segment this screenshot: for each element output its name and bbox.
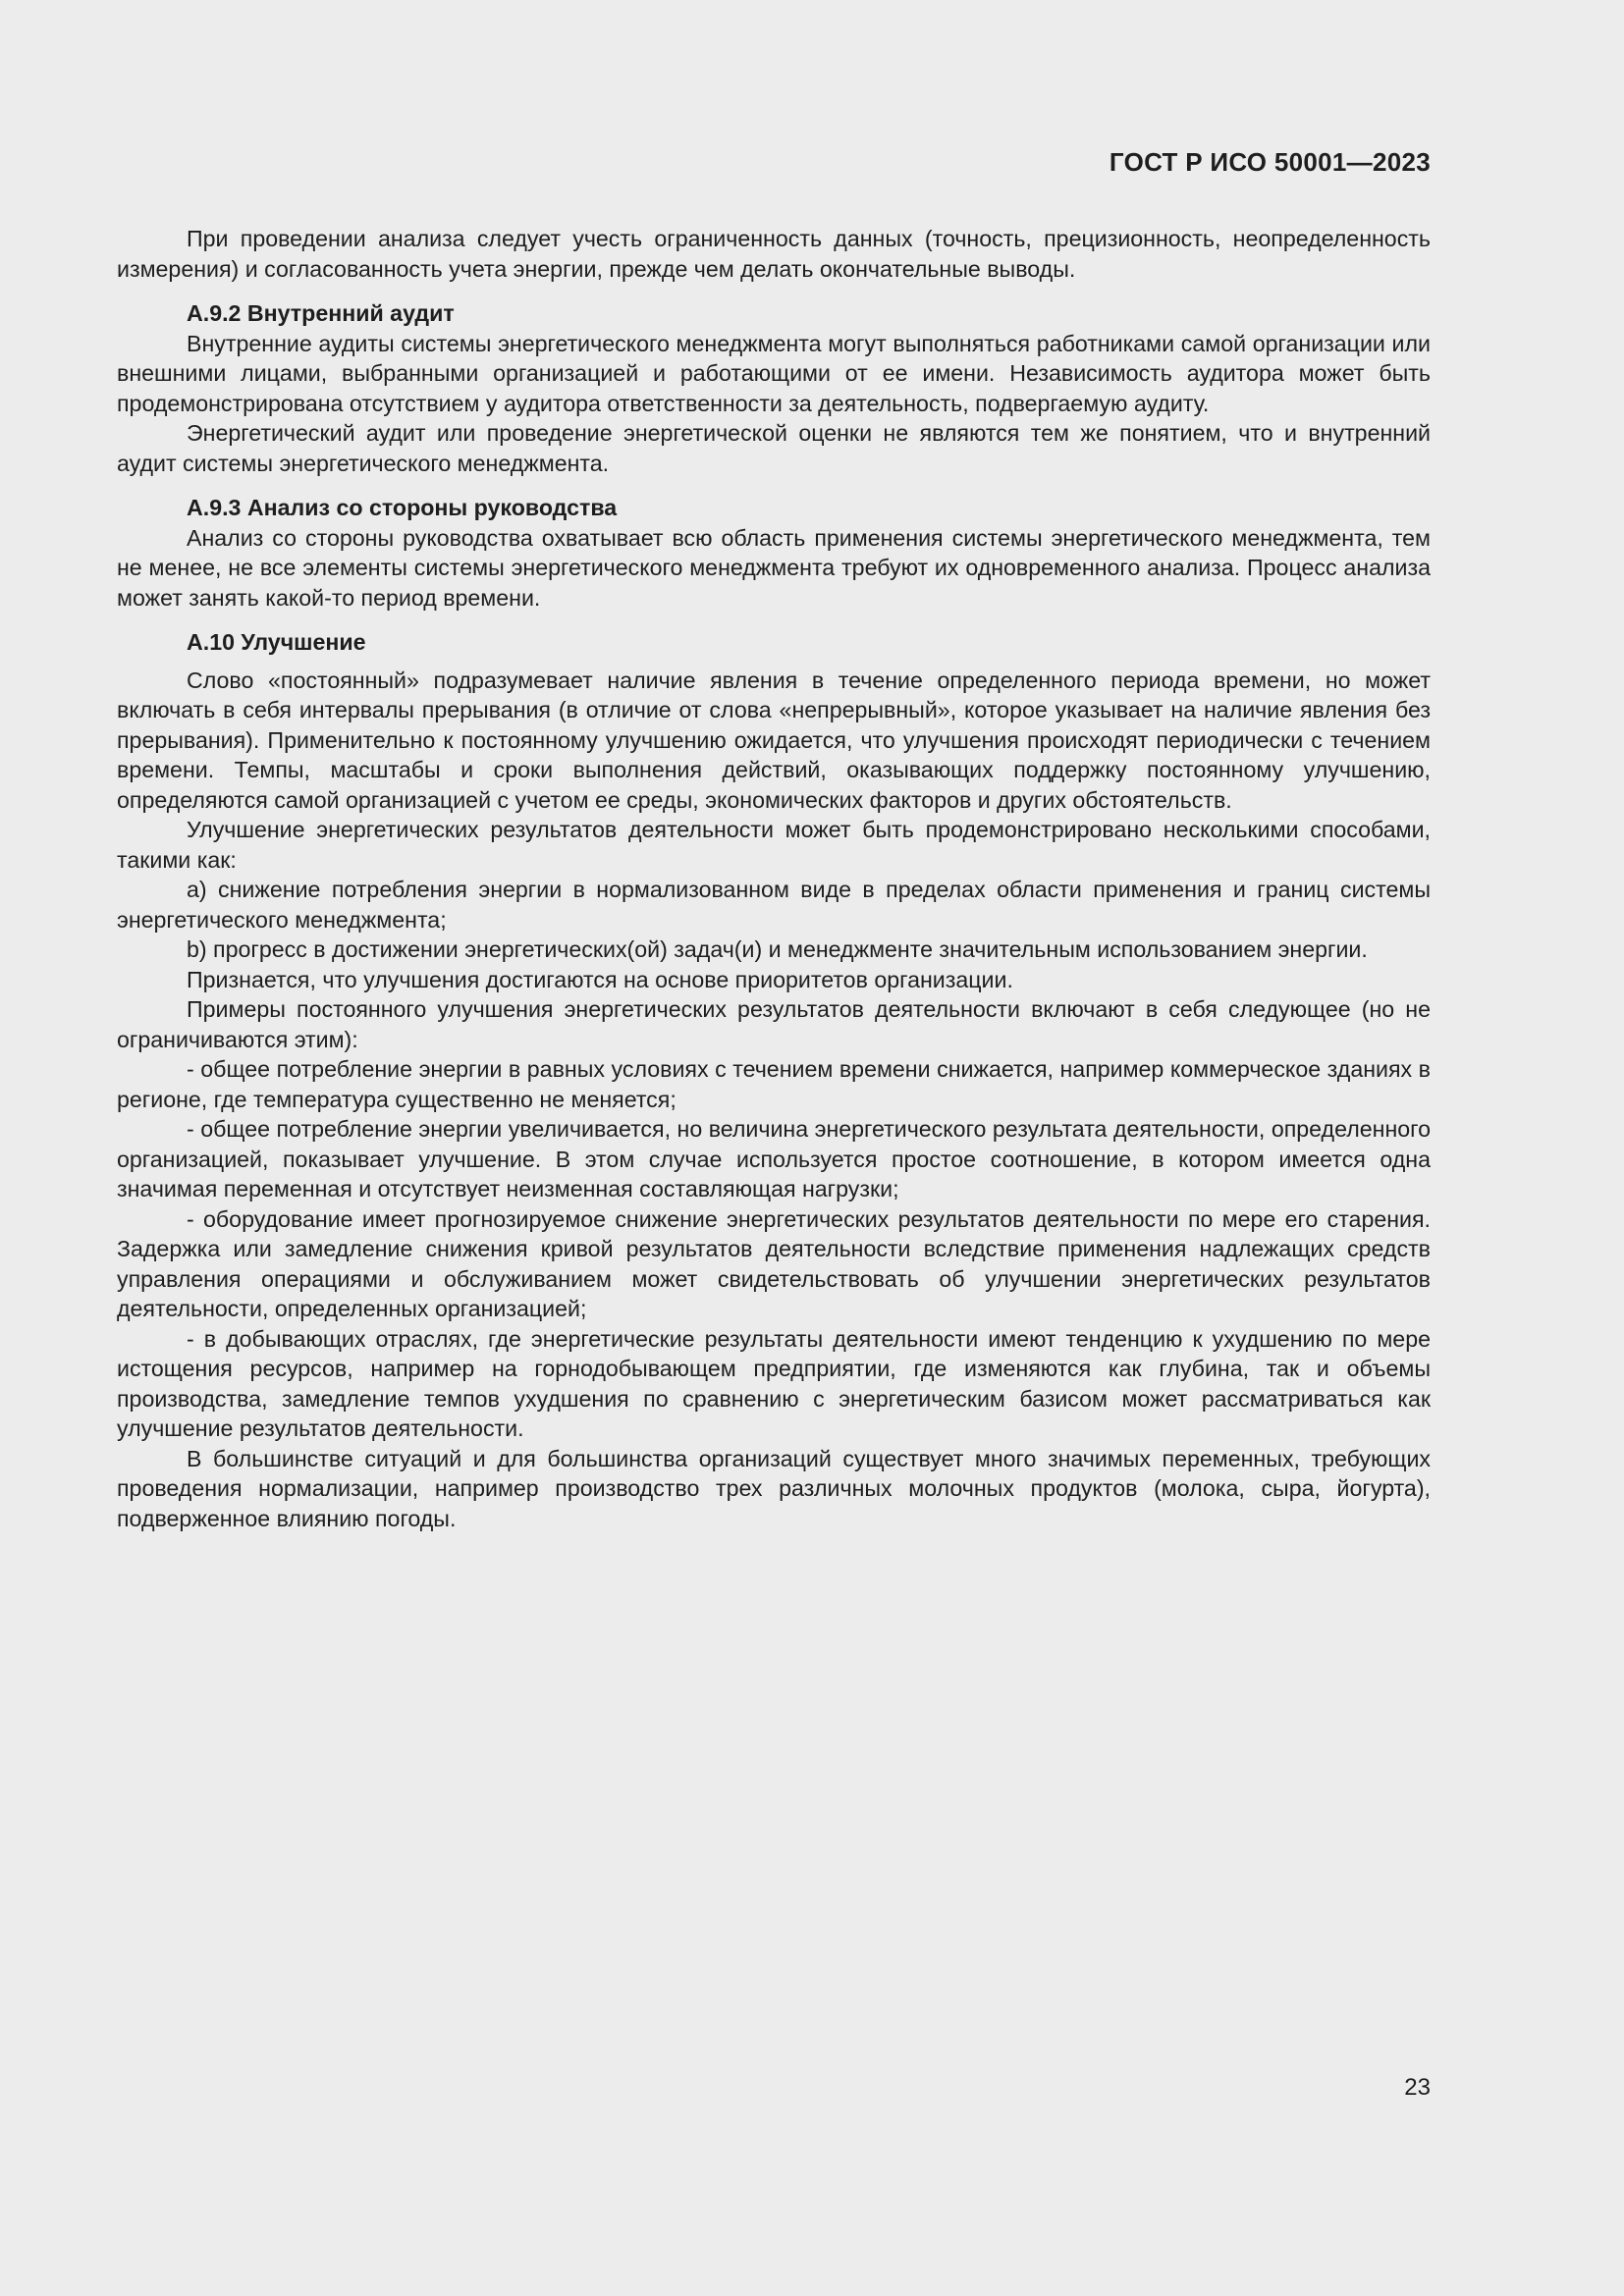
list-item: - общее потребление энергии в равных условиях с течением времени снижается, например коммерческое зданиях в регионе, где температура существенно не меняется; bbox=[117, 1056, 1431, 1112]
spacer bbox=[117, 284, 1431, 298]
paragraph: Энергетический аудит или проведение энергетической оценки не являются тем же понятием, что и внутренний аудит системы энергетического менеджмента. bbox=[117, 420, 1431, 476]
paragraph: Внутренние аудиты системы энергетического менеджмента могут выполняться работниками самой организации или внешними лицами, выбранными организацией и работающими от ее имени. Независимость аудитора может быть продемонстрирована отсутствием у аудитора ответственности за деятельность, подвергаемую аудиту. bbox=[117, 330, 1431, 416]
list-item: a) снижение потребления энергии в нормализованном виде в пределах области применения и границ системы энергетического менеджмента; bbox=[117, 877, 1431, 933]
list-item: b) прогресс в достижении энергетических(ой) задач(и) и менеджменте значительным использованием энергии. bbox=[187, 936, 1368, 962]
paragraph: В большинстве ситуаций и для большинства организаций существует много значимых переменных, требующих проведения нормализации, например производство трех различных молочных продуктов (молока, сыра, йогурта), подверженное влиянию погоды. bbox=[117, 1445, 1431, 1531]
spacer bbox=[117, 478, 1431, 493]
list-item: - оборудование имеет прогнозируемое снижение энергетических результатов деятельности по мере его старения. Задержка или замедление снижения кривой результатов деятельности вследствие применения надлежащих средств управления операциями и обслуживанием может свидетельствовать об улучшении энергетических результатов деятельности, определенных организацией; bbox=[117, 1205, 1431, 1321]
spacer bbox=[117, 613, 1431, 627]
spacer bbox=[117, 658, 1431, 666]
paragraph: Примеры постоянного улучшения энергетических результатов деятельности включают в себя следующее (но не ограничиваются этим): bbox=[117, 996, 1431, 1052]
list-item: - общее потребление энергии увеличивается, но величина энергетического результата деятельности, определенного организацией, показывает улучшение. В этом случае используется простое соотношение, в котором имеется одна значимая переменная и отсутствует неизменная составляющая нагрузки; bbox=[117, 1116, 1431, 1201]
section-heading-a10: А.10 Улучшение bbox=[187, 629, 366, 655]
page-number: 23 bbox=[1404, 2074, 1431, 2101]
paragraph: Анализ со стороны руководства охватывает всю область применения системы энергетического менеджмента, тем не менее, не все элементы системы энергетического менеджмента требуют их одновременного анализа. Процесс анализа может занять какой-то период времени. bbox=[117, 524, 1431, 611]
list-item: - в добывающих отраслях, где энергетические результаты деятельности имеют тенденцию к ухудшению по мере истощения ресурсов, например на горнодобывающем предприятии, где изменяются как глубина, так и объемы производства, замедление темпов ухудшения по сравнению с энергетическим базисом может рассматриваться как улучшение результатов деятельности. bbox=[117, 1325, 1431, 1441]
paragraph: Признается, что улучшения достигаются на основе приоритетов организации. bbox=[187, 966, 1013, 992]
document-code: ГОСТ Р ИСО 50001—2023 bbox=[1109, 147, 1431, 177]
intro-paragraph: При проведении анализа следует учесть ограниченность данных (точность, прецизионность, неопределенность измерения) и согласованность учета энергии, прежде чем делать окончательные выводы. bbox=[117, 226, 1431, 282]
section-heading-a92: А.9.2 Внутренний аудит bbox=[187, 300, 455, 326]
section-heading-a93: А.9.3 Анализ со стороны руководства bbox=[187, 495, 618, 520]
paragraph: Улучшение энергетических результатов деятельности может быть продемонстрировано несколькими способами, такими как: bbox=[117, 817, 1431, 873]
page-body bbox=[117, 224, 1431, 1533]
paragraph: Слово «постоянный» подразумевает наличие явления в течение определенного периода времени, но может включать в себя интервалы прерывания (в отличие от слова «непрерывный», которое указывает на наличие явления без прерывания). Применительно к постоянному улучшению ожидается, что улучшения происходят периодически с течением времени. Темпы, масштабы и сроки выполнения действий, оказывающих поддержку постоянному улучшению, определяются самой организацией с учетом ее среды, экономических факторов и других обстоятельств. bbox=[117, 667, 1431, 813]
